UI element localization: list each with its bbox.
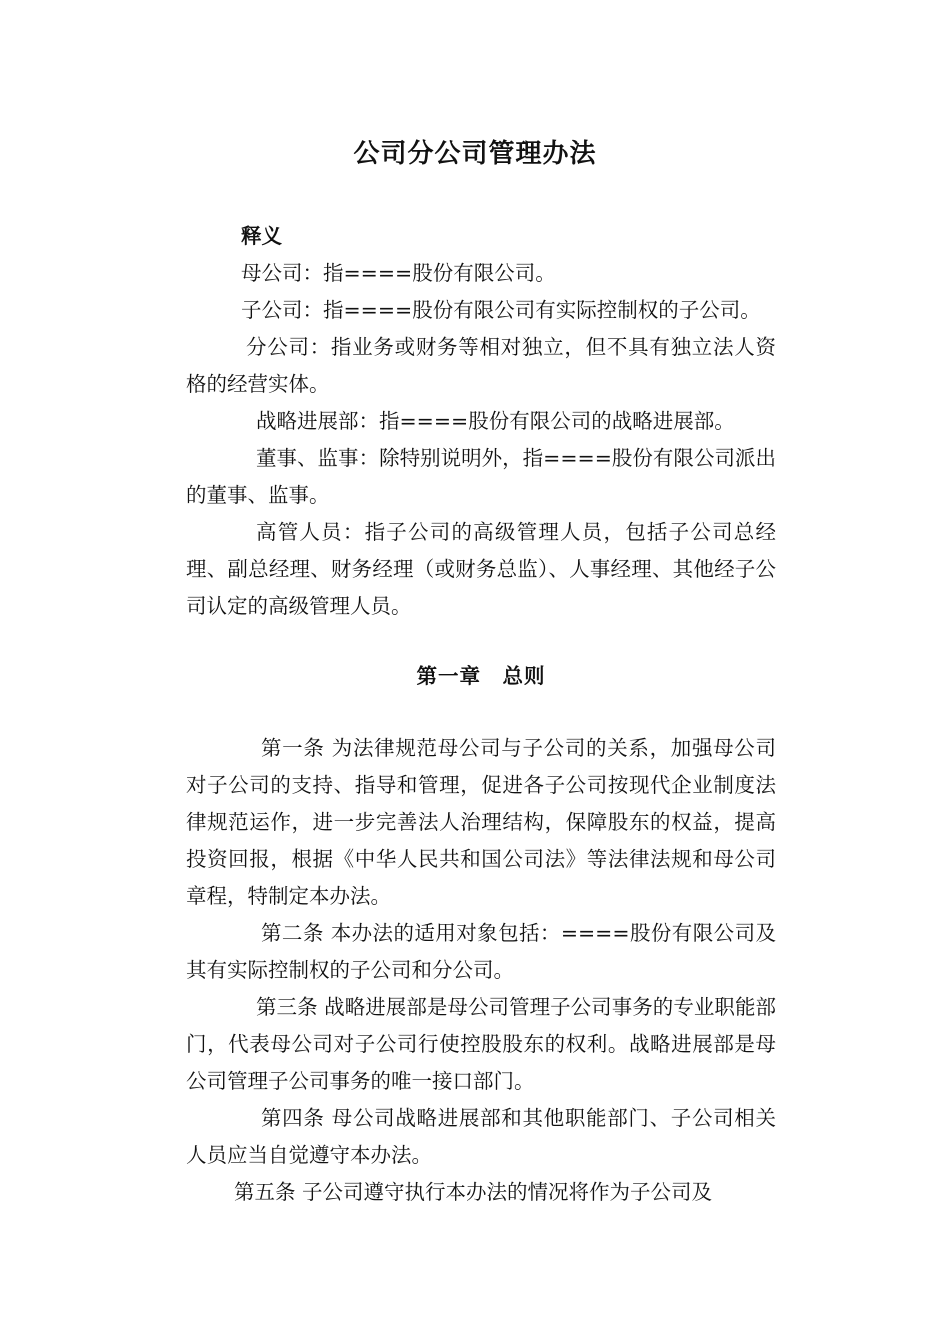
- document-title: 公司分公司管理办法: [353, 139, 597, 169]
- definition-item: 母公司：指====股份有限公司。: [241, 261, 556, 285]
- definition-item: 分公司：指业务或财务等相对独立，但不具有独立法人资格的经营实体。: [186, 335, 776, 396]
- article: 第二条 本办法的适用对象包括：====股份有限公司及其有实际控制权的子公司和分公司。: [186, 921, 776, 982]
- chapter-heading: 第一章 总则: [416, 664, 546, 688]
- definitions-heading: 释义: [241, 224, 282, 248]
- article: 第三条 战略进展部是母公司管理子公司事务的专业职能部门，代表母公司对子公司行使控股股东的权利。战略进展部是母公司管理子公司事务的唯一接口部门。: [186, 995, 776, 1093]
- article: 第五条 子公司遵守执行本办法的情况将作为子公司及: [234, 1180, 713, 1204]
- definition-item: 董事、监事：除特别说明外，指====股份有限公司派出的董事、监事。: [186, 446, 776, 507]
- document-body: [186, 218, 776, 1211]
- article: 第四条 母公司战略进展部和其他职能部门、子公司相关人员应当自觉遵守本办法。: [186, 1106, 776, 1167]
- definition-item: 高管人员：指子公司的高级管理人员，包括子公司总经理、副总经理、财务经理（或财务总监）、人事经理、其他经子公司认定的高级管理人员。: [186, 520, 776, 618]
- definition-item: 战略进展部：指====股份有限公司的战略进展部。: [256, 409, 735, 433]
- article: 第一条 为法律规范母公司与子公司的关系，加强母公司对子公司的支持、指导和管理，促进各子公司按现代企业制度法律规范运作，进一步完善法人治理结构，保障股东的权益，提高投资回报，根据《中华人民共和国公司法》等法律法规和母公司章程，特制定本办法。: [186, 736, 776, 908]
- definition-item: 子公司：指====股份有限公司有实际控制权的子公司。: [241, 298, 761, 322]
